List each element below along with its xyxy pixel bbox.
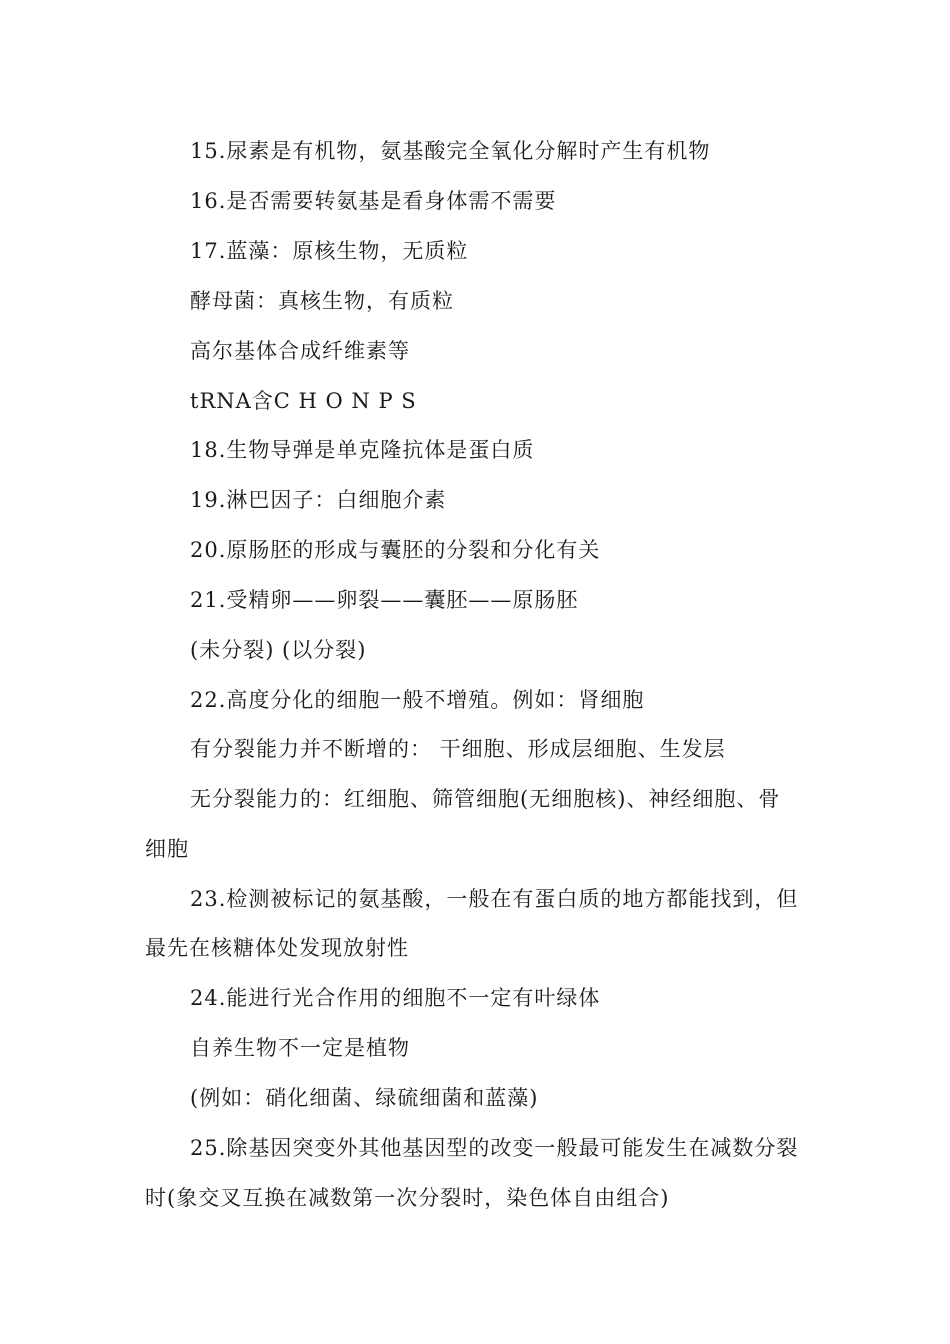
text-line: (未分裂) (以分裂) [190, 638, 367, 662]
text-line: 自养生物不一定是植物 [190, 1036, 410, 1060]
text-line: 24.能进行光合作用的细胞不一定有叶绿体 [190, 986, 601, 1010]
text-line: 无分裂能力的：红细胞、筛管细胞(无细胞核)、神经细胞、骨 [190, 787, 781, 811]
text-line: 23.检测被标记的氨基酸，一般在有蛋白质的地方都能找到，但 [190, 887, 799, 911]
text-line: (例如：硝化细菌、绿硫细菌和蓝藻) [190, 1086, 539, 1110]
text-line: 酵母菌：真核生物，有质粒 [190, 289, 454, 313]
text-line: 时(象交叉互换在减数第一次分裂时，染色体自由组合) [145, 1186, 670, 1210]
text-line: tRNA含C H O N P S [190, 389, 417, 413]
text-line: 20.原肠胚的形成与囊胚的分裂和分化有关 [190, 538, 601, 562]
text-line: 16.是否需要转氨基是看身体需不需要 [190, 189, 557, 213]
text-line: 有分裂能力并不断增的： 干细胞、形成层细胞、生发层 [190, 737, 726, 761]
text-line: 19.淋巴因子：白细胞介素 [190, 488, 447, 512]
text-line: 15.尿素是有机物，氨基酸完全氧化分解时产生有机物 [190, 139, 711, 163]
text-line: 22.高度分化的细胞一般不增殖。例如：肾细胞 [190, 688, 645, 712]
text-line: 21.受精卵——卵裂——囊胚——原肠胚 [190, 588, 579, 612]
text-line: 高尔基体合成纤维素等 [190, 339, 410, 363]
text-line: 细胞 [145, 837, 189, 861]
text-line: 最先在核糖体处发现放射性 [145, 936, 409, 960]
text-line: 18.生物导弹是单克隆抗体是蛋白质 [190, 438, 535, 462]
text-line: 17.蓝藻：原核生物，无质粒 [190, 239, 469, 263]
text-line: 25.除基因突变外其他基因型的改变一般最可能发生在减数分裂 [190, 1136, 799, 1160]
